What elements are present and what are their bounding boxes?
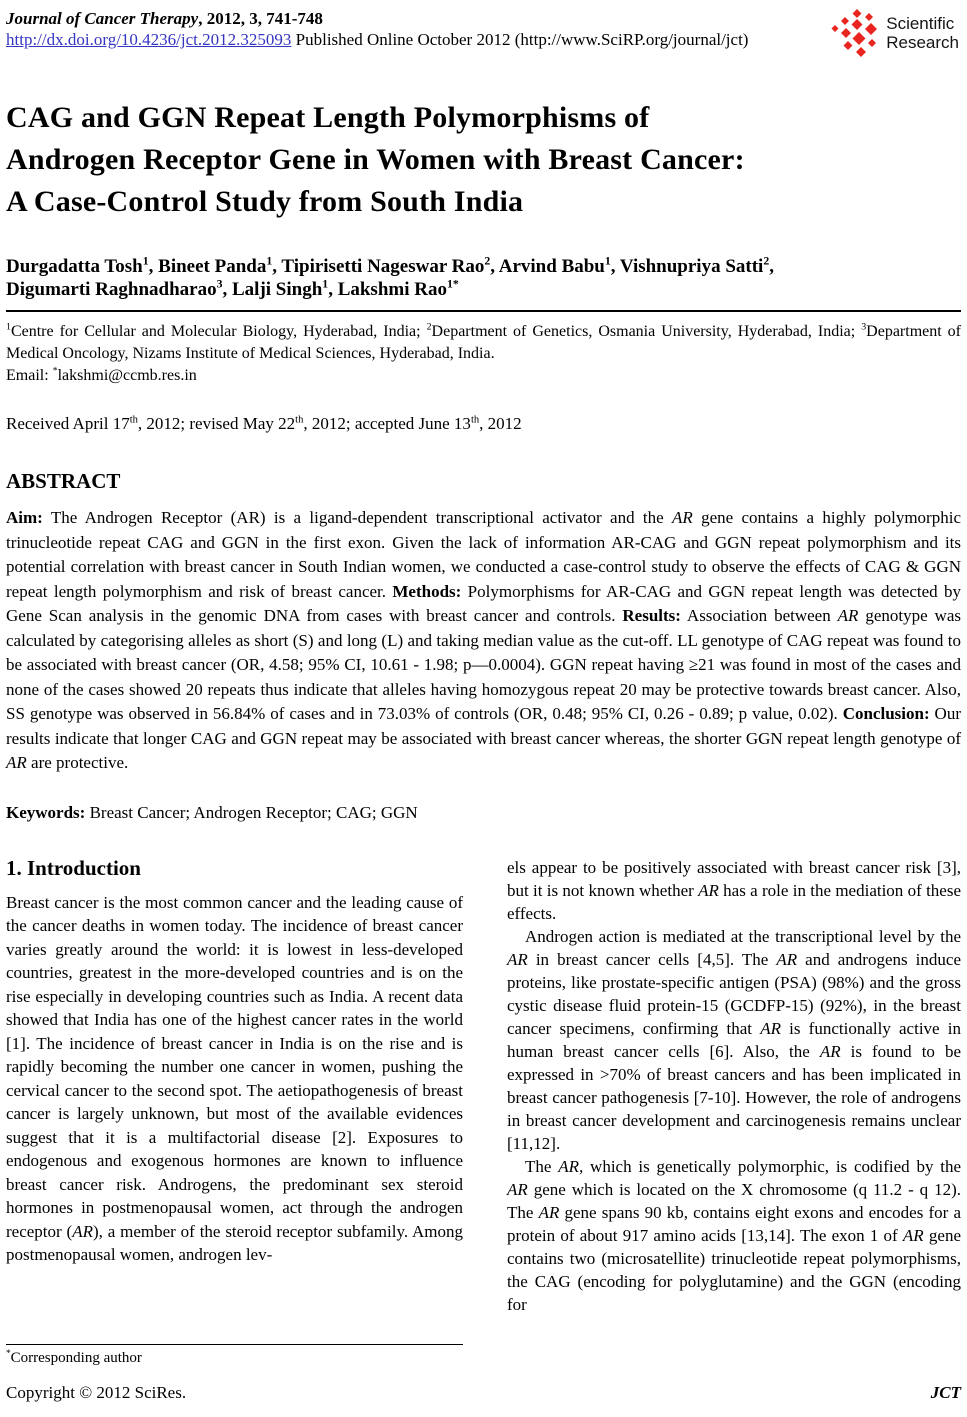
left-column-spacer [6, 1267, 463, 1336]
left-column [6, 856, 463, 1368]
page-footer [6, 1383, 961, 1403]
paper-title-line3: A Case-Control Study from South India [6, 185, 524, 218]
page-header [6, 8, 961, 58]
copyright-text: Copyright © 2012 SciRes. [6, 1383, 187, 1402]
footnote [6, 1336, 463, 1368]
abstract-heading: ABSTRACT [6, 469, 121, 493]
doi-link[interactable]: http://dx.doi.org/10.4236/jct.2012.325093 [6, 30, 292, 49]
right-column [507, 856, 961, 1368]
journal-info [6, 8, 748, 51]
received-dates: Received April 17th, 2012; revised May 22th, 2012; accepted June 13th, 2012 [6, 414, 522, 433]
publisher-logo-text [886, 14, 959, 52]
paper-title-line2: Androgen Receptor Gene in Women with Breast Cancer: [6, 143, 745, 176]
keywords: Keywords: Breast Cancer; Androgen Receptor; CAG; GGN [6, 802, 418, 822]
publisher-logo-line1: Scientific [886, 14, 955, 33]
introduction-paragraph-right-3: The AR, which is genetically polymorphic, is codified by the AR gene which is located on the X chromosome (q 11.2 - q 12). The AR gene spans 90 kb, contains eight exons and encodes for a protein of about 917 amino acids [13,14]. The exon 1 of AR gene contains two (microsatellite) trinucleotide repeat polymorphisms, the CAG (encoding for polyglutamine) and the GGN (encoding for [507, 1156, 962, 1314]
introduction-paragraph-left: Breast cancer is the most common cancer and the leading cause of the cancer deaths in women today. The incidence of breast cancer varies greatly around the world: it is lowest in less-developed countries, greatest in the more-developed countries and is on the rise especially in developing countries such as India. A recent data showed that India has one of the highest cancer rates in the world [1]. The incidence of breast cancer in India is on the rise and is rapidly becoming the number one cancer in women, pushing the cervical cancer to the second spot. The aetiopathogenesis of breast cancer is largely unknown, but most of the available evidences suggest that it is a multifactorial disease [2]. Exposures to endogenous and exogenous hormones are known to influence breast cancer risk. Androgens, the predominant sex steroid hormones in postmenopausal women, act through the androgen receptor (AR), a member of the steroid receptor subfamily. Among postmenopausal women, androgen lev- [6, 892, 464, 1264]
published-online-text: Published Online October 2012 (http://www.SciRP.org/journal/jct) [295, 30, 749, 49]
paper-title [6, 97, 961, 223]
authors-line2: Digumarti Raghnadharao$^3$, Lalji Singh$^1$, Lakshmi Rao$^{1*}$ [6, 277, 459, 300]
authors-line1: Durgadatta Tosh$^1$, Bineet Panda$^1$, Tipirisetti Nageswar Rao$^2$, Arvind Babu$^1$, Vishnupriya Satti$^2$, [6, 254, 774, 277]
journal-abbreviation: JCT [930, 1383, 961, 1402]
introduction-paragraph-right-2: Androgen action is mediated at the transcriptional level by the AR in breast cancer cells [4,5]. The AR and androgens induce proteins, like prostate-specific antigen (PSA) (98%) and the gross cystic disease fluid protein-15 (GCDFP-15) (92%), in the breast cancer specimens, confirming that AR is functionally active in human breast cancer cells [6]. Also, the AR is found to be expressed in >70% of breast cancers and has been implicated in breast cancer pathogenesis [7-10]. However, the role of androgens in breast cancer development and carcinogenesis remains unclear [11,12]. [507, 926, 961, 1153]
introduction-heading: 1. Introduction [6, 855, 141, 880]
two-column-body [6, 856, 961, 1368]
affiliations: $^1$Centre for Cellular and Molecular Biology, Hyderabad, India; $^2$Department of Genetics, Osmania University, Hyderabad, India; $^3$Department of Medical Oncology, Nizams Institute of Medical Sciences, Hyderabad, India. [6, 321, 961, 362]
scientific-research-diamonds-icon [827, 8, 881, 58]
authors [6, 255, 961, 301]
paper-title-line1: CAG and GGN Repeat Length Polymorphisms of [6, 101, 650, 134]
journal-citation: Journal of Cancer Therapy, 2012, 3, 741-748 [6, 9, 323, 28]
abstract-body: Aim: The Androgen Receptor (AR) is a ligand-dependent transcriptional activator and the AR gene contains a highly polymorphic trinucleotide repeat CAG and GGN in the first exon. Given the lack of information AR-CAG and GGN repeat polymorphism and its potential correlation with breast cancer in South Indian women, we conducted a case-control study to observe the effects of CAG & GGN repeat length polymorphism and risk of breast cancer. Methods: Polymorphisms for AR-CAG and GGN repeat length was detected by Gene Scan analysis in the genomic DNA from cases with breast cancer and controls. Results: Association between AR genotype was calculated by categorising alleles as short (S) and long (L) and taking median value as the cut-off. LL genotype of CAG repeat was found to be associated with breast cancer (OR, 4.58; 95% CI, 10.61 - 1.98; p—0.0004). GGN repeat having ≥21 was found in most of the cases and none of the cases showed 20 repeats thus indicate that alleles having homozygous repeat 20 may be protective towards breast cancer. Also, SS genotype was observed in 56.84% of cases and in 73.03% of controls (OR, 0.48; 95% CI, 0.26 - 0.89; p value, 0.02). Conclusion: Our results indicate that longer CAG and GGN repeat may be associated with breast cancer whereas, the shorter GGN repeat length genotype of AR are protective. [6, 508, 961, 772]
publisher-logo-line2: Research [886, 33, 959, 52]
email-line: Email: *lakshmi@ccmb.res.in [6, 365, 197, 384]
corresponding-author-footnote: *Corresponding author [6, 1348, 142, 1366]
introduction-paragraph-right-1: els appear to be positively associated with breast cancer risk [3], but it is not known whether AR has a role in the mediation of these effects. [507, 857, 962, 923]
publisher-logo [827, 8, 959, 58]
doi-line [6, 29, 748, 51]
footnote-divider [6, 1344, 463, 1345]
authors-divider [6, 310, 961, 312]
